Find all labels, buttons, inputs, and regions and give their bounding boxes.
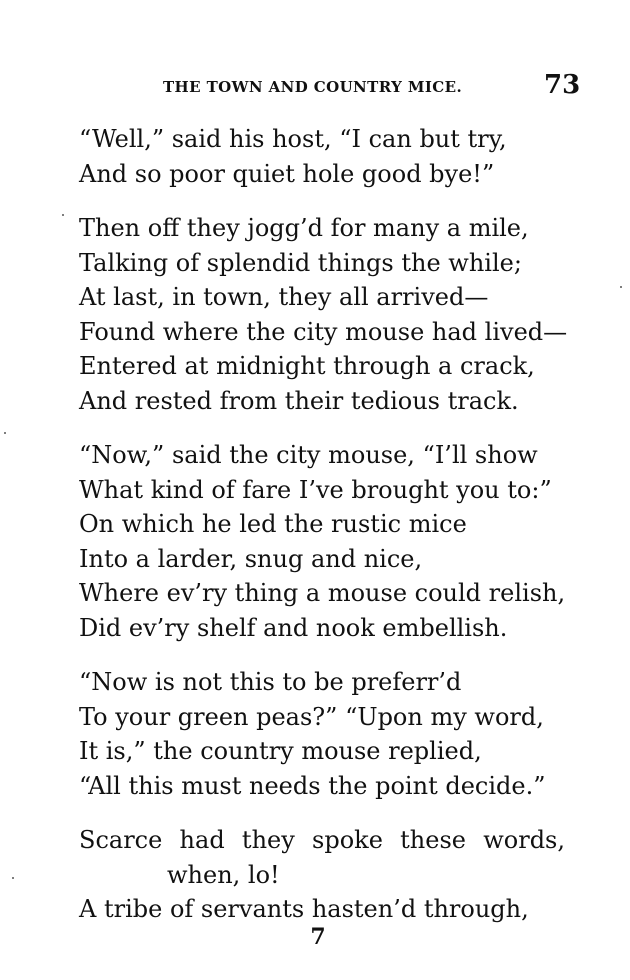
print-speck xyxy=(12,877,14,879)
poem-line: Then off they jogg’d for many a mile, xyxy=(79,214,529,242)
stanza xyxy=(79,438,589,645)
poem-line: Entered at midnight through a crack, xyxy=(79,352,535,380)
stanza xyxy=(79,122,589,191)
poem-line: It is,” the country mouse replied, xyxy=(79,737,482,765)
poem-line: And so poor quiet hole good bye!” xyxy=(79,159,495,188)
poem-line: “Well,” said his host, “I can but try, xyxy=(79,125,507,153)
page-header xyxy=(0,68,630,108)
poem-line: A tribe of servants hasten’d through, xyxy=(79,895,529,923)
running-title: THE TOWN AND COUNTRY MICE. xyxy=(163,78,463,96)
stanza xyxy=(79,665,589,803)
poem-line-continuation: when, lo! xyxy=(167,860,280,889)
print-speck xyxy=(620,286,622,288)
poem-line: “Now is not this to be preferr’d xyxy=(79,668,462,696)
poem-line: Found where the city mouse had lived— xyxy=(79,317,568,346)
signature-mark: 7 xyxy=(310,924,326,950)
page-number: 73 xyxy=(544,70,581,100)
poem-line: And rested from their tedious track. xyxy=(79,386,519,415)
stanza xyxy=(79,823,589,927)
poem-line: On which he led the rustic mice xyxy=(79,510,467,538)
poem-line: To your green peas?” “Upon my word, xyxy=(79,702,544,731)
stanza xyxy=(79,211,589,418)
poem-line: “All this must needs the point decide.” xyxy=(79,771,546,800)
print-speck xyxy=(4,432,6,434)
poem-line: Did ev’ry shelf and nook embellish. xyxy=(79,613,508,642)
print-speck xyxy=(62,214,64,216)
poem-body xyxy=(79,122,589,947)
poem-line: At last, in town, they all arrived— xyxy=(79,283,489,311)
poem-line: Talking of splendid things the while; xyxy=(79,248,522,277)
poem-line: “Now,” said the city mouse, “I’ll show xyxy=(79,441,538,469)
poem-line: Scarce had they spoke these words, xyxy=(79,826,565,854)
poem-line: Into a larder, snug and nice, xyxy=(79,544,423,573)
poem-line: What kind of fare I’ve brought you to:” xyxy=(79,475,552,504)
poem-line: Where ev’ry thing a mouse could relish, xyxy=(79,579,566,607)
